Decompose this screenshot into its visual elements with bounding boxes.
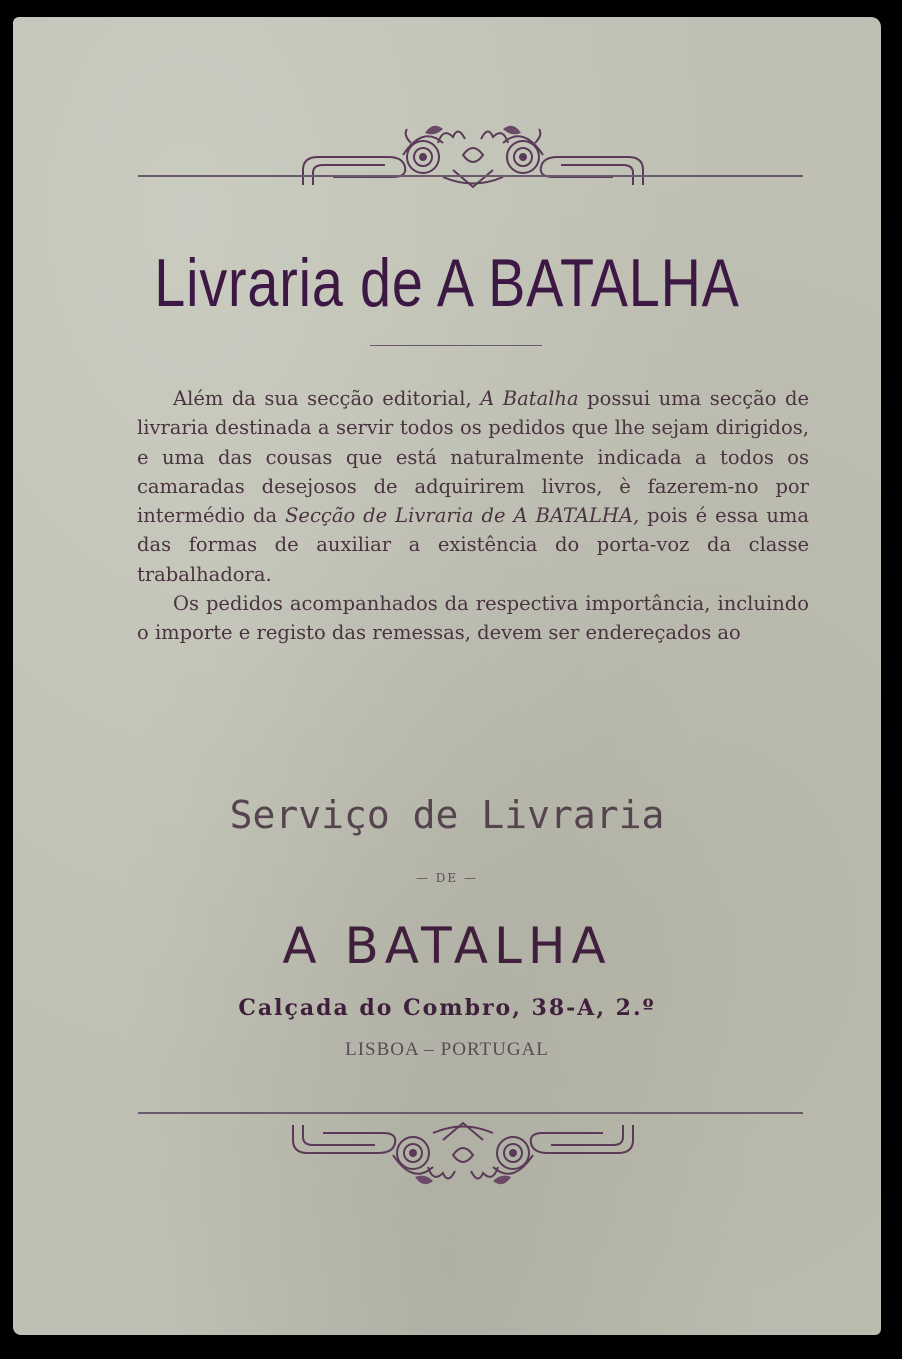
servico-heading: Serviço de Livraria xyxy=(229,793,665,837)
emphasis-a-batalha: A Batalha xyxy=(480,387,579,410)
body-text xyxy=(137,384,809,648)
city: LISBOA – PORTUGAL xyxy=(345,1039,549,1060)
emphasis-seccao: Secção de Livraria de A BATALHA, xyxy=(285,504,640,528)
de-separator: — DE — xyxy=(415,871,478,885)
floral-ornament-bottom-icon xyxy=(283,1115,643,1195)
publisher-name: A BATALHA xyxy=(282,917,612,975)
title-underline xyxy=(370,345,542,346)
address: Calçada do Combro, 38-A, 2.º xyxy=(238,995,656,1021)
page xyxy=(13,17,881,1335)
paragraph-2: Os pedidos acompanhados da respectiva importância, incluindo o importe e registo das remessas, devem ser endereçados ao xyxy=(137,592,809,645)
bottom-rule xyxy=(138,1112,803,1114)
page-title: Livraria de A BATALHA xyxy=(154,245,740,321)
floral-ornament-top-icon xyxy=(293,115,653,195)
top-rule xyxy=(138,175,803,177)
paragraph-1: Além da sua secção editorial, A Batalha possui uma secção de livraria destinada a servir todos os pedidos que lhe sejam dirigidos, e uma das cousas que está naturalmente indicada a todos os camaradas desejosos de adquirirem livros, è fazerem-no por intermédio da Secção de Livraria de A BATALHA, pois é essa uma das formas de auxiliar a existência do porta-voz da classe trabalhadora. xyxy=(137,387,809,586)
